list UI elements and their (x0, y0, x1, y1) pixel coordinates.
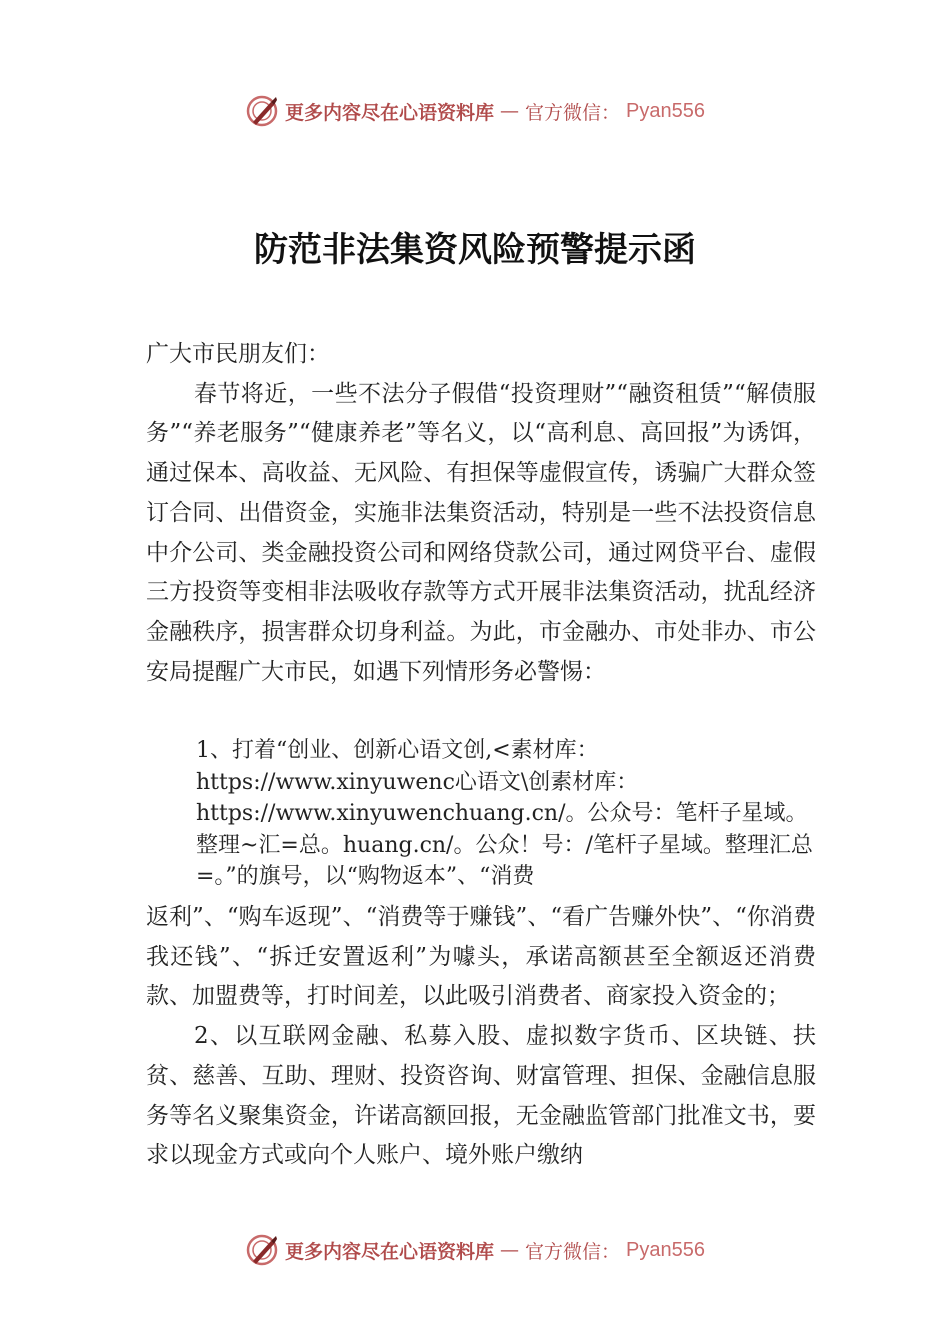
document-body-bottom (146, 898, 816, 1176)
header-banner (0, 94, 950, 134)
document-body-top (146, 335, 816, 692)
pen-logo-icon (245, 1233, 279, 1267)
banner-wechat-label: 官方微信： (525, 101, 621, 124)
banner-text: 更多内容尽在心语资料库 (285, 101, 495, 124)
banner-text: 更多内容尽在心语资料库 (285, 1240, 495, 1263)
document-title: 防范非法集资风险预警提示函 (254, 230, 696, 270)
item-1-continuation: 返利”、“购车返现”、“消费等于赚钱”、“看广告赚外快”、“你消费我还钱”、“拆迁安置返利”为噱头，承诺高额甚至全额返还消费款、加盟费等，打时间差，以此吸引消费者、商家投入资金的； (146, 904, 816, 1010)
banner-wechat-id: Pyan556 (626, 99, 705, 122)
banner-wechat-id: Pyan556 (626, 1238, 705, 1261)
banner-separator: — (500, 100, 520, 122)
item-1-block: 1、打着“创业、创新心语文创,<素材库：https://www.xinyuwenc心语文\创素材库：https://www.xinyuwenchuang.cn/。公众号：笔杆子星域。整理~汇=总。huang.cn/。公众！号：/笔杆子星域。整理汇总=。”的旗号，以“购物返本”、“消费 (196, 738, 813, 889)
salutation: 广大市民朋友们： (146, 341, 330, 367)
banner-separator: — (500, 1239, 520, 1261)
pen-logo-icon (245, 94, 279, 128)
intro-paragraph: 春节将近，一些不法分子假借“投资理财”“融资租赁”“解债服务”“养老服务”“健康养老”等名义，以“高利息、高回报”为诱饵，通过保本、高收益、无风险、有担保等虚假宣传，诱骗广大群众签订合同、出借资金，实施非法集资活动，特别是一些不法投资信息中介公司、类金融投资公司和网络贷款公司，通过网贷平台、虚假三方投资等变相非法吸收存款等方式开展非法集资活动，扰乱经济金融秩序，损害群众切身利益。为此，市金融办、市处非办、市公安局提醒广大市民，如遇下列情形务必警惕： (146, 380, 816, 685)
banner-wechat-label: 官方微信： (525, 1240, 621, 1263)
footer-banner (0, 1233, 950, 1273)
item-2-paragraph: 2、以互联网金融、私募入股、虚拟数字货币、区块链、扶贫、慈善、互助、理财、投资咨询、财富管理、担保、金融信息服务等名义聚集资金，许诺高额回报，无金融监管部门批准文书，要求以现金方式或向个人账户、境外账户缴纳 (146, 1023, 816, 1169)
